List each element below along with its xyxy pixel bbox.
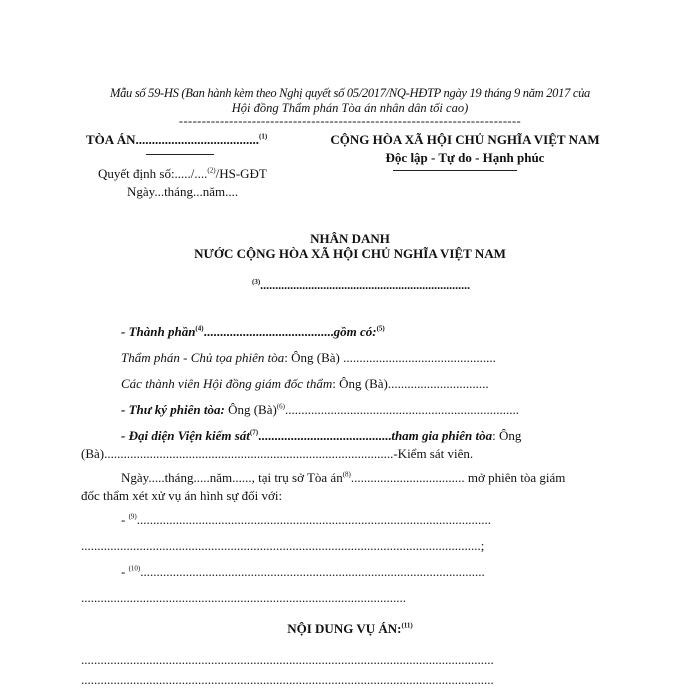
country-name: CỘNG HÒA XÃ HỘI CHỦ NGHĨA VIỆT NAM (330, 132, 600, 147)
decision-date: Ngày...tháng...năm.... (127, 184, 239, 199)
footnote-4: (4) (195, 324, 204, 333)
opening-line: Ngày.....tháng.....năm......, tại trụ sở Tòa $án^{(8)}$................................... mở phiên tòa giám (121, 470, 566, 485)
case-content-line1: ............................................................................................................................... (81, 652, 494, 667)
motto-underline (393, 170, 517, 171)
separator-dashes: --------------------------------------------------------------------------- (178, 114, 522, 128)
footnote-2: (2) (207, 166, 216, 175)
secretary-line: - Thư ký phiên tòa: Ông (Bà)$^{(6)}$........................................................................ (121, 402, 520, 417)
opening-line-2: đốc thẩm xét xử vụ án hình sự đối với: (81, 488, 283, 503)
defendant-item-10: - $^{(10)}$.......................................................................................................... (121, 564, 485, 579)
title-line2: NƯỚC CỘNG HÒA XÃ HỘI CHỦ NGHĨA VIỆT NAM (194, 246, 506, 261)
court-underline (146, 154, 214, 155)
case-content-heading: NỘI DUNG VỤ ÁN:$^{(11)}$ (287, 621, 413, 636)
procuracy-line-2: (Bà).........................................................................................-Kiểm sát viên. (81, 446, 474, 461)
title-line3: $^{(3)}$...................................................................... (252, 278, 471, 292)
case-content-line2: ............................................................................................................................... (81, 672, 494, 687)
form-reference-line2: Hội đồng Thẩm phán Tòa án nhân dân tối cao) (231, 101, 469, 115)
form-reference-line1: Mẫu số 59-HS (Ban hành kèm theo Nghị quyết số 05/2017/NQ-HĐTP ngày 19 tháng 9 năm 2017 của (109, 86, 590, 100)
defendant-item-9: - $^{(9)}$............................................................................................................. (121, 512, 492, 527)
footnote-3: (3) (252, 278, 261, 286)
national-motto: Độc lập - Tự do - Hạnh phúc (385, 150, 545, 165)
footnote-5: (5) (376, 324, 385, 333)
procuracy-line: - Đại diện Viện kiểm sát$^{(7)}$.........................................tham gia phiên tòa: Ông (121, 428, 522, 443)
council-members-line: Các thành viên Hội đồng giám đốc thẩm: Ông (Bà)............................... (121, 376, 489, 391)
composition-line: - Thành phần$^{(4)}$........................................gồm có:$^{(5)}$ (121, 324, 385, 339)
footnote-11: (11) (401, 621, 413, 630)
decision-number: Quyết định số:...../....$^{(2)}$/HS-GĐT (98, 166, 267, 181)
footnote-9: (9) (128, 512, 137, 521)
defendant-item-9-line2: ...........................................................................................................................; (81, 538, 485, 553)
footnote-1: (1) (258, 132, 268, 141)
title-line1: NHÂN DANH (310, 231, 390, 246)
footnote-6: (6) (276, 402, 286, 411)
court-name: TÒA ÁN......................................$^{(1)}$ (86, 132, 268, 147)
footnote-7: (7) (249, 428, 259, 437)
defendant-item-10-line2: .................................................................................................... (81, 590, 406, 605)
footnote-10: (10) (128, 564, 141, 573)
presiding-judge-line: Thẩm phán - Chủ tọa phiên tòa: Ông (Bà) ............................................... (121, 350, 496, 365)
footnote-8: (8) (342, 470, 351, 479)
